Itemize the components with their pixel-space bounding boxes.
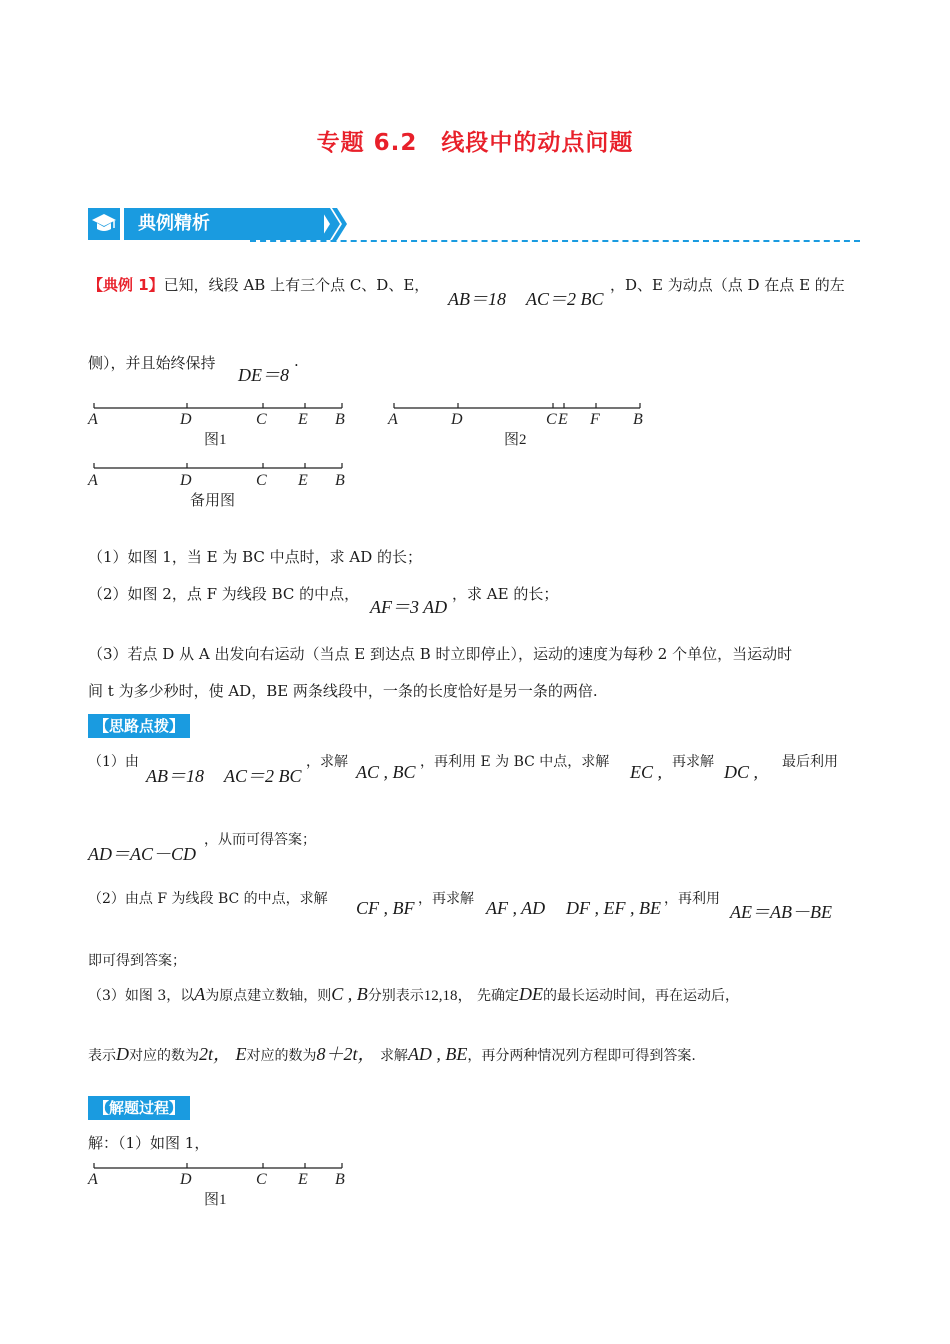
example-tag: 【典例 1】	[88, 276, 164, 294]
fig1-label-a: A	[88, 411, 98, 428]
q2-eq: AF＝3 AD	[370, 597, 448, 617]
question-2: （2）如图 2，点 F 为线段 BC 的中点，	[88, 585, 360, 603]
spare-label-a: A	[88, 472, 98, 489]
sol-label-e: E	[298, 1171, 308, 1188]
figure-spare	[94, 463, 342, 468]
problem-line2: 侧），并且始终保持	[88, 354, 216, 372]
spare-label-b: B	[335, 472, 345, 489]
section-divider	[250, 240, 860, 242]
question-1: （1）如图 1，当 E 为 BC 中点时，求 AD 的长；	[88, 548, 423, 566]
sol-label-b: B	[335, 1171, 345, 1188]
section-label: 典例精析	[124, 208, 324, 240]
fig1-caption: 图1	[204, 432, 227, 448]
sol-label-a: A	[88, 1171, 98, 1188]
sol-caption: 图1	[204, 1192, 227, 1208]
fig2-label-e: E	[558, 411, 568, 428]
fig2-label-b: B	[633, 411, 643, 428]
spare-label-e: E	[298, 472, 308, 489]
fig2-label-d: D	[451, 411, 463, 428]
fig1-label-b: B	[335, 411, 345, 428]
problem-line1-end: ，D、E 为动点（点 D 在点 E 的左	[610, 276, 845, 294]
question-3-line1: （3）若点 D 从 A 出发向右运动（当点 E 到达点 B 时立即停止），运动的速度为每秒 2 个单位，当运动时	[88, 645, 793, 663]
sol-label-d: D	[180, 1171, 192, 1188]
page-title: 专题 6.2 线段中的动点问题	[316, 130, 634, 156]
question-3-line2: 间 t 为多少秒时，使 AD，BE 两条线段中，一条的长度恰好是另一条的两倍.	[88, 682, 598, 700]
hint-label: 【思路点拨】	[88, 714, 190, 738]
fig1-label-e: E	[298, 411, 308, 428]
eq-de: DE＝8	[238, 365, 289, 385]
solution-label: 【解题过程】	[88, 1096, 190, 1120]
eq-ac: AC＝2 BC	[526, 289, 604, 309]
solution-line1: 解：（1）如图 1，	[88, 1134, 210, 1152]
fig2-caption: 图2	[504, 432, 527, 448]
fig2-label-f: F	[590, 411, 600, 428]
spare-caption: 备用图	[190, 493, 236, 509]
sol-label-c: C	[256, 1171, 267, 1188]
fig1-label-c: C	[256, 411, 267, 428]
fig2-label-a: A	[388, 411, 398, 428]
fig2-label-c: C	[546, 411, 557, 428]
graduation-cap-icon	[88, 208, 120, 240]
chevron-right-icon	[320, 208, 350, 242]
figures-area	[84, 398, 664, 518]
eq-ab: AB＝18	[448, 289, 506, 309]
problem-line1: 【典例 1】已知，线段 AB 上有三个点 C、D、E，	[88, 276, 430, 294]
figure-1	[94, 403, 342, 408]
figure-2	[394, 403, 640, 408]
spare-label-c: C	[256, 472, 267, 489]
fig1-label-d: D	[180, 411, 192, 428]
spare-label-d: D	[180, 472, 192, 489]
solution-figure-1	[84, 1158, 364, 1210]
